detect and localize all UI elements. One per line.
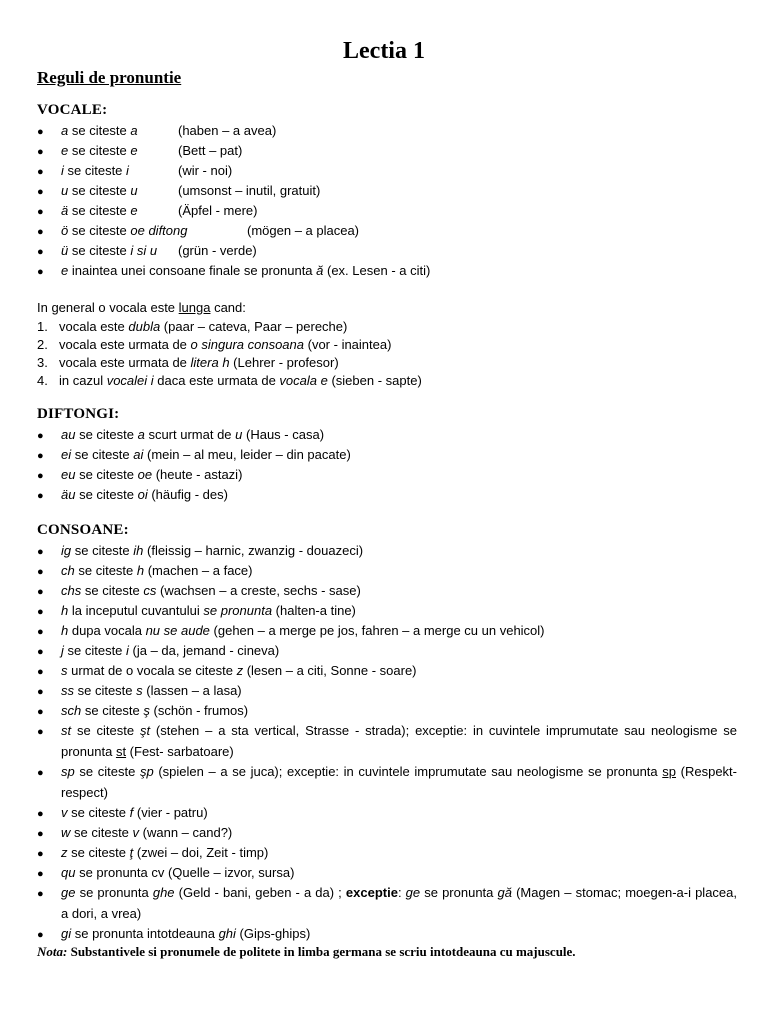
bullet-icon: ●: [37, 126, 44, 138]
bullet-icon: ●: [37, 450, 44, 462]
list-item: ● e inaintea unei consoane finale se pronunta ă (ex. Lesen - a citi): [37, 261, 737, 281]
nota-line: Nota: Substantivele si pronumele de politete in limba germana se scriu intotdeauna cu majuscule.: [37, 944, 576, 959]
bullet-icon: ●: [37, 186, 44, 198]
bullet-icon: ●: [37, 828, 44, 840]
numbered-item: 3. vocala este urmata de litera h (Lehrer - profesor): [37, 355, 339, 370]
list-item: ● qu se pronunta cv (Quelle – izvor, sursa): [37, 863, 737, 883]
bullet-icon: ●: [37, 586, 44, 598]
list-item-sp: ● sp se citeste şp (spielen – a se juca); exceptie: in cuvintele imprumutate sau neologisme se pronunta sp (Respekt-respect): [37, 764, 737, 800]
bullet-icon: ●: [37, 606, 44, 618]
bullet-icon: ●: [37, 767, 44, 779]
list-item: ● h dupa vocala nu se aude (gehen – a merge pe jos, fahren – a merge cu un vehicol): [37, 621, 737, 641]
list-item-gi: ● gi se pronunta intotdeauna ghi (Gips-ghips): [37, 924, 737, 944]
list-item-st: ● st se citeste şt (stehen – a sta vertical, Strasse - strada); exceptie: in cuvintele imprumutate sau neologisme se pronunta st (Fest- sarbatoare): [37, 723, 737, 759]
bullet-icon: ●: [37, 266, 44, 278]
list-item: ● äu se citeste oi (häufig - des): [37, 485, 737, 505]
list-item: ● ü se citeste i si u (grün - verde): [37, 241, 737, 261]
vocale-section: [37, 99, 737, 281]
bullet-icon: ●: [37, 726, 44, 738]
bullet-icon: ●: [37, 686, 44, 698]
bullet-icon: ●: [37, 929, 44, 941]
list-item: ● h la inceputul cuvantului se pronunta (halten-a tine): [37, 601, 737, 621]
bullet-icon: ●: [37, 206, 44, 218]
list-item: ● ch se citeste h (machen – a face): [37, 561, 737, 581]
list-item: ● z se citeste ţ (zwei – doi, Zeit - timp): [37, 843, 737, 863]
list-item: ● sch se citeste ş (schön - frumos): [37, 701, 737, 721]
consoane-list: [37, 541, 737, 721]
consoane-section: [37, 519, 737, 960]
bullet-icon: ●: [37, 146, 44, 158]
consoane-heading: CONSOANE:: [37, 522, 129, 538]
bullet-icon: ●: [37, 626, 44, 638]
list-item: ● ä se citeste e (Äpfel - mere): [37, 201, 737, 221]
page-subtitle: Reguli de pronuntie: [37, 68, 182, 87]
list-item: ● eu se citeste oe (heute - astazi): [37, 465, 737, 485]
list-item: ● w se citeste v (wann – cand?): [37, 823, 737, 843]
bullet-icon: ●: [37, 430, 44, 442]
bullet-icon: ●: [37, 868, 44, 880]
bullet-icon: ●: [37, 646, 44, 658]
bullet-icon: ●: [37, 848, 44, 860]
bullet-icon: ●: [37, 166, 44, 178]
lunga-intro: In general o vocala este lunga cand:: [37, 300, 246, 315]
numbered-item: 1. vocala este dubla (paar – cateva, Paar – pereche): [37, 319, 348, 334]
list-item: ● u se citeste u (umsonst – inutil, gratuit): [37, 181, 737, 201]
bullet-icon: ●: [37, 546, 44, 558]
vocale-list: [37, 121, 737, 261]
bullet-icon: ●: [37, 490, 44, 502]
consoane-list-2: [37, 803, 737, 883]
page-title: Lectia 1: [343, 38, 425, 64]
bullet-icon: ●: [37, 470, 44, 482]
diftongi-list: [37, 425, 737, 505]
list-item: ● ei se citeste ai (mein – al meu, leider – din pacate): [37, 445, 737, 465]
list-item: ● a se citeste a (haben – a avea): [37, 121, 737, 141]
list-item: ● j se citeste i (ja – da, jemand - cineva): [37, 641, 737, 661]
bullet-icon: ●: [37, 246, 44, 258]
list-item: ● s urmat de o vocala se citeste z (lesen – a citi, Sonne - soare): [37, 661, 737, 681]
list-item: ● ss se citeste s (lassen – a lasa): [37, 681, 737, 701]
bullet-icon: ●: [37, 666, 44, 678]
list-item-ge: ● ge se pronunta ghe (Geld - bani, geben - a da) ; exceptie: ge se pronunta gă (Magen – stomac; moegen-a-i placea, a dori, a vrea): [37, 885, 737, 921]
bullet-icon: ●: [37, 888, 44, 900]
vocala-lunga-section: [37, 298, 737, 390]
diftongi-heading: DIFTONGI:: [37, 406, 120, 422]
diftongi-section: [37, 403, 737, 505]
list-item: ● e se citeste e (Bett – pat): [37, 141, 737, 161]
vocale-heading: VOCALE:: [37, 102, 108, 118]
numbered-item: 4. in cazul vocalei i daca este urmata de vocala e (sieben - sapte): [37, 373, 422, 388]
lunga-list: [37, 318, 737, 390]
list-item: ● ö se citeste oe diftong (mögen – a placea): [37, 221, 737, 241]
list-item: ● ig se citeste ih (fleissig – harnic, zwanzig - douazeci): [37, 541, 737, 561]
list-item: ● au se citeste a scurt urmat de u (Haus - casa): [37, 425, 737, 445]
list-item: ● chs se citeste cs (wachsen – a creste, sechs - sase): [37, 581, 737, 601]
bullet-icon: ●: [37, 808, 44, 820]
numbered-item: 2. vocala este urmata de o singura consoana (vor - inaintea): [37, 337, 392, 352]
bullet-icon: ●: [37, 706, 44, 718]
list-item: ● i se citeste i (wir - noi): [37, 161, 737, 181]
bullet-icon: ●: [37, 566, 44, 578]
bullet-icon: ●: [37, 226, 44, 238]
list-item: ● v se citeste f (vier - patru): [37, 803, 737, 823]
